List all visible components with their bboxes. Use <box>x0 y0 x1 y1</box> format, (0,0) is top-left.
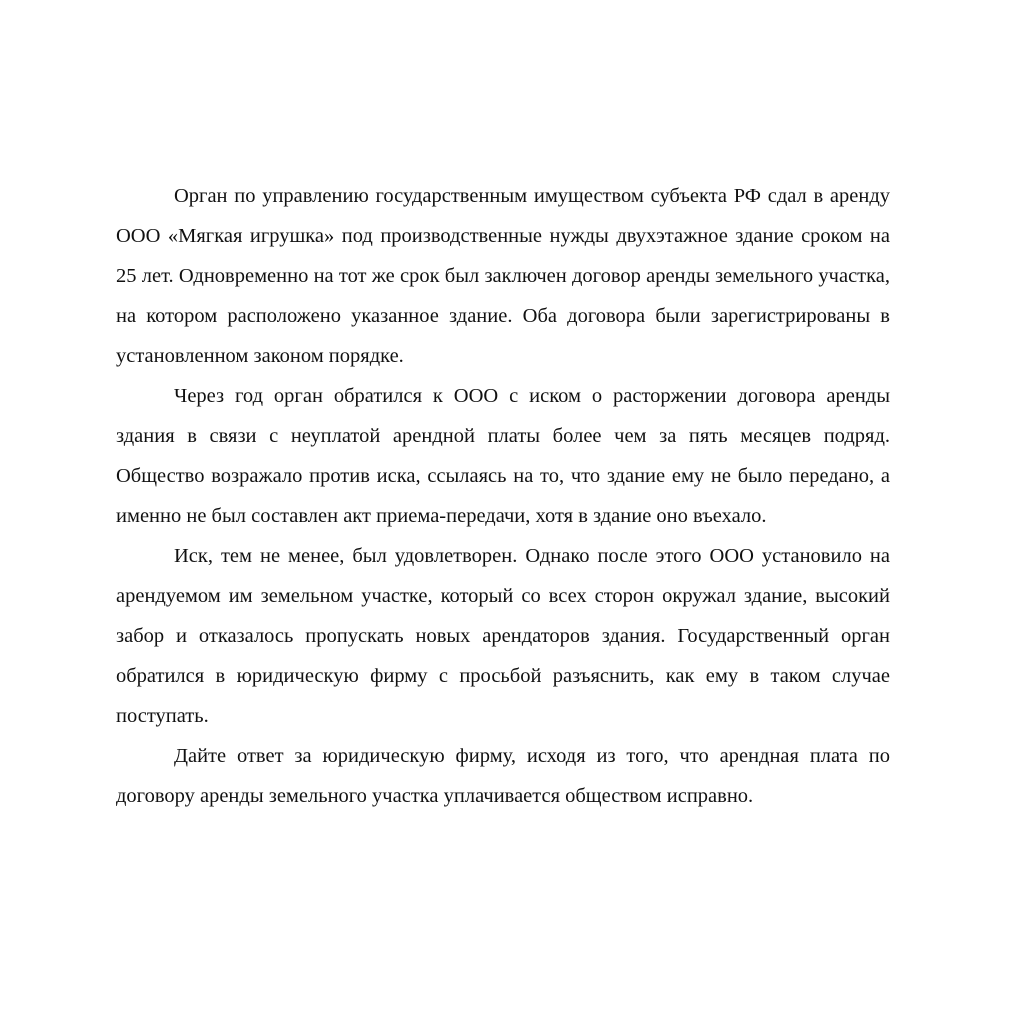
paragraph-2: Через год орган обратился к ООО с иском о расторжении договора аренды здания в связи с неуплатой арендной платы более чем за пять месяцев подряд. Общество возражало против иска, ссылаясь на то, что здание ему не было передано, а именно не был составлен акт приема-передачи, хотя в здание оно въехало. <box>116 385 890 527</box>
document-body <box>116 176 890 816</box>
paragraph-4: Дайте ответ за юридическую фирму, исходя из того, что арендная плата по договору аренды земельного участка уплачивается обществом исправно. <box>116 745 890 807</box>
paragraph-3: Иск, тем не менее, был удовлетворен. Однако после этого ООО установило на арендуемом им земельном участке, который со всех сторон окружал здание, высокий забор и отказалось пропускать новых арендаторов здания. Государственный орган обратился в юридическую фирму с просьбой разъяснить, как ему в таком случае поступать. <box>116 545 890 727</box>
paragraph-1: Орган по управлению государственным имуществом субъекта РФ сдал в аренду ООО «Мягкая игрушка» под производственные нужды двухэтажное здание сроком на 25 лет. Одновременно на тот же срок был заключен договор аренды земельного участка, на котором расположено указанное здание. Оба договора были зарегистрированы в установленном законом порядке. <box>116 185 890 367</box>
